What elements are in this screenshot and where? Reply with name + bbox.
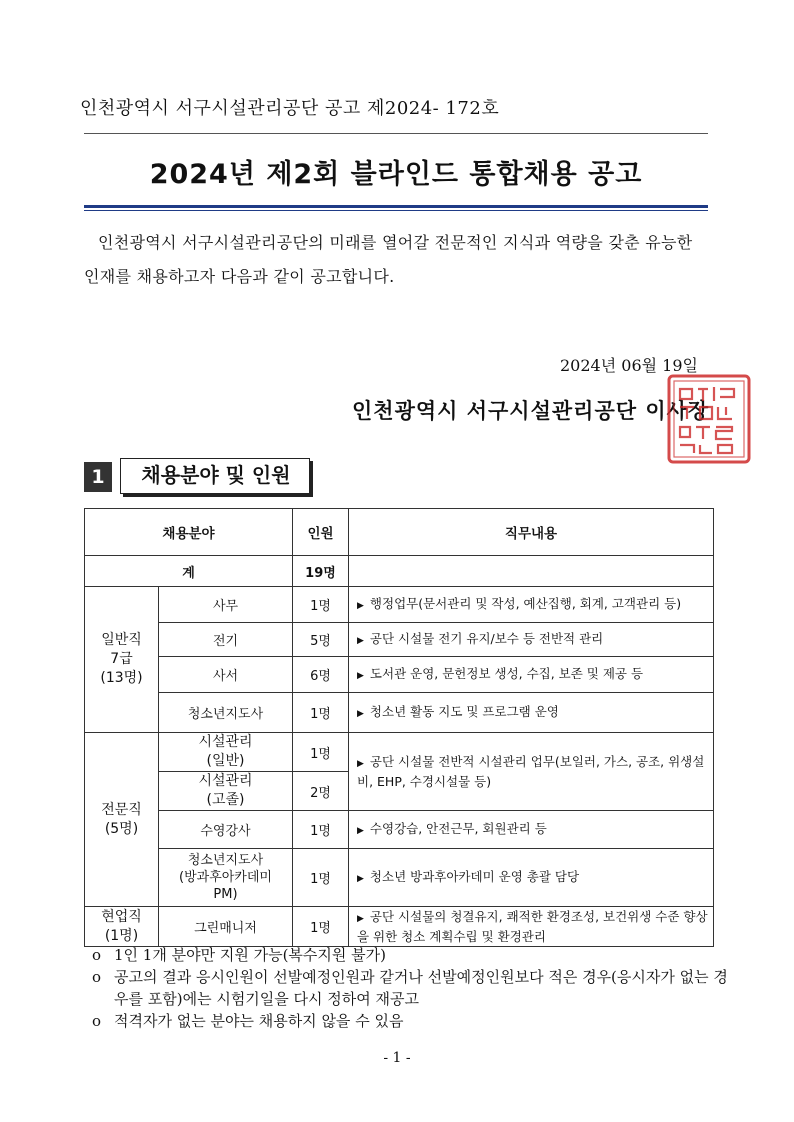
note-item xyxy=(92,966,732,1010)
duty-cell xyxy=(349,907,714,947)
note-item xyxy=(92,944,732,966)
total-duty-empty xyxy=(349,556,714,587)
triangle-bullet-icon: ▶ xyxy=(357,600,364,611)
header-count: 인원 xyxy=(293,509,349,556)
table-row xyxy=(85,811,714,849)
duty-cell xyxy=(349,733,714,811)
recruitment-table xyxy=(84,508,714,947)
count-cell: 1명 xyxy=(293,733,349,772)
note-text: 1인 1개 분야만 지원 가능(복수지원 불가) xyxy=(114,946,386,964)
header-duty: 직무내용 xyxy=(349,509,714,556)
triangle-bullet-icon: ▶ xyxy=(357,670,364,681)
intro-paragraph: 인천광역시 서구시설관리공단의 미래를 열어갈 전문적인 지식과 역량을 갖춘 유능한 인재를 채용하고자 다음과 같이 공고합니다. xyxy=(84,233,693,286)
field-cell: 사무 xyxy=(159,587,293,623)
field-cell: 시설관리 (고졸) xyxy=(159,772,293,811)
table-header-row xyxy=(85,509,714,556)
note-marker: o xyxy=(92,946,102,964)
category-professional: 전문직 (5명) xyxy=(85,733,159,907)
triangle-bullet-icon: ▶ xyxy=(357,914,364,924)
triangle-bullet-icon: ▶ xyxy=(357,825,364,836)
table-row xyxy=(85,849,714,907)
duty-text: 도서관 운영, 문헌정보 생성, 수집, 보존 및 제공 등 xyxy=(369,665,644,681)
issuer-name: 인천광역시 서구시설관리공단 이사장 xyxy=(352,398,710,423)
total-count: 19명 xyxy=(293,556,349,587)
field-cell: 청소년지도사 (방과후아카데미 PM) xyxy=(159,849,293,907)
field-cell: 수영강사 xyxy=(159,811,293,849)
title-underline-thin xyxy=(84,210,708,211)
table-row xyxy=(85,657,714,693)
duty-cell xyxy=(349,693,714,733)
duty-text: 공단 시설물 전반적 시설관리 업무(보일러, 가스, 공조, 위생설비, EHP, 수경시설물 등) xyxy=(357,754,705,789)
field-cell: 시설관리 (일반) xyxy=(159,733,293,772)
triangle-bullet-icon: ▶ xyxy=(357,873,364,884)
notes-list xyxy=(92,944,732,1032)
triangle-bullet-icon: ▶ xyxy=(357,708,364,719)
category-general: 일반직 7급 (13명) xyxy=(85,587,159,733)
count-cell: 1명 xyxy=(293,849,349,907)
duty-text: 청소년 방과후아카데미 운영 총괄 담당 xyxy=(369,868,580,884)
table-row xyxy=(85,907,714,947)
duty-text: 수영강습, 안전근무, 회원관리 등 xyxy=(369,820,547,836)
page-title: 2024년 제2회 블라인드 통합채용 공고 xyxy=(149,159,643,190)
note-item xyxy=(92,1010,732,1032)
table-row xyxy=(85,693,714,733)
count-cell: 1명 xyxy=(293,907,349,947)
note-text: 공고의 결과 응시인원이 선발예정인원과 같거나 선발예정인원보다 적은 경우(응시자가 없는 경우를 포함)에는 시험기일을 다시 정하여 재공고 xyxy=(114,968,728,1008)
count-cell: 1명 xyxy=(293,587,349,623)
duty-cell xyxy=(349,811,714,849)
top-divider xyxy=(84,133,708,134)
duty-cell xyxy=(349,849,714,907)
field-cell: 청소년지도사 xyxy=(159,693,293,733)
table-row xyxy=(85,623,714,657)
header-field: 채용분야 xyxy=(85,509,293,556)
triangle-bullet-icon: ▶ xyxy=(357,759,364,769)
note-text: 적격자가 없는 분야는 채용하지 않을 수 있음 xyxy=(114,1012,404,1030)
count-cell: 6명 xyxy=(293,657,349,693)
duty-cell xyxy=(349,657,714,693)
table-row xyxy=(85,733,714,772)
official-seal-icon xyxy=(666,373,752,465)
section-number-badge: 1 xyxy=(84,462,112,492)
duty-text: 공단 시설물 전기 유지/보수 등 전반적 관리 xyxy=(369,630,604,646)
triangle-bullet-icon: ▶ xyxy=(357,635,364,646)
duty-cell xyxy=(349,623,714,657)
count-cell: 5명 xyxy=(293,623,349,657)
total-label: 계 xyxy=(85,556,293,587)
field-cell: 전기 xyxy=(159,623,293,657)
total-row xyxy=(85,556,714,587)
duty-cell xyxy=(349,587,714,623)
field-cell: 사서 xyxy=(159,657,293,693)
note-marker: o xyxy=(92,968,102,986)
section-title: 채용분야 및 인원 xyxy=(141,463,291,487)
note-marker: o xyxy=(92,1012,102,1030)
count-cell: 1명 xyxy=(293,811,349,849)
duty-text: 청소년 활동 지도 및 프로그램 운영 xyxy=(369,703,559,719)
announcement-date: 2024년 06월 19일 xyxy=(560,356,698,375)
field-cell: 그린매니저 xyxy=(159,907,293,947)
page-number: - 1 - xyxy=(383,1050,411,1066)
notice-number: 인천광역시 서구시설관리공단 공고 제2024- 172호 xyxy=(80,98,500,119)
category-field-work: 현업직 (1명) xyxy=(85,907,159,947)
count-cell: 1명 xyxy=(293,693,349,733)
title-underline-thick xyxy=(84,205,708,208)
count-cell: 2명 xyxy=(293,772,349,811)
duty-text: 공단 시설물의 청결유지, 쾌적한 환경조성, 보건위생 수준 향상을 위한 청소 계획수립 및 환경관리 xyxy=(357,909,708,944)
table-row xyxy=(85,587,714,623)
duty-text: 행정업무(문서관리 및 작성, 예산집행, 회계, 고객관리 등) xyxy=(369,595,682,611)
